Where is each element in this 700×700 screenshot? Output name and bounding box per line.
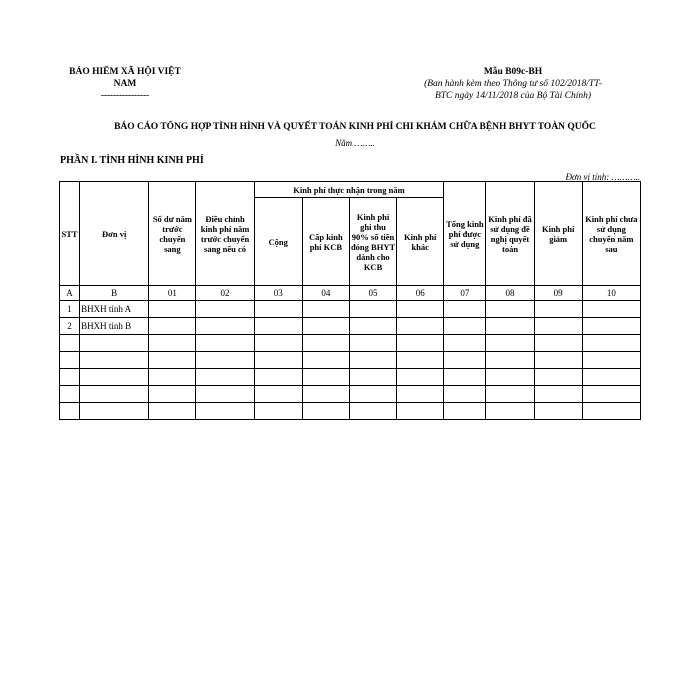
header-c07: Tổng kinh phí được sử dụng	[444, 182, 486, 286]
value-cell	[302, 403, 349, 420]
row-unit-name	[80, 335, 149, 352]
row-unit-name: BHXH tỉnh B	[80, 318, 149, 335]
row-stt: 1	[60, 301, 80, 318]
value-cell	[486, 386, 534, 403]
value-cell	[582, 403, 640, 420]
value-cell	[397, 403, 444, 420]
code-cell: 10	[582, 286, 640, 301]
header-c02: Điều chỉnh kinh phí năm trước chuyển sang nếu có	[196, 182, 254, 286]
value-cell	[582, 386, 640, 403]
code-cell: 03	[254, 286, 302, 301]
code-cell: A	[60, 286, 80, 301]
form-note-line-1: (Ban hành kèm theo Thông tư số 102/2018/TT-	[424, 79, 602, 89]
value-cell	[444, 386, 486, 403]
agency-line-2: NAM	[113, 79, 137, 89]
value-cell	[254, 369, 302, 386]
value-cell	[582, 318, 640, 335]
value-cell	[534, 403, 582, 420]
value-cell	[486, 301, 534, 318]
value-cell	[534, 301, 582, 318]
code-cell: B	[80, 286, 149, 301]
value-cell	[254, 403, 302, 420]
value-cell	[302, 335, 349, 352]
value-cell	[349, 369, 396, 386]
value-cell	[397, 335, 444, 352]
table-row	[60, 352, 641, 369]
header-stt: STT	[60, 182, 80, 286]
value-cell	[444, 352, 486, 369]
value-cell	[302, 352, 349, 369]
table-row	[60, 403, 641, 420]
agency-name	[62, 66, 188, 100]
table-body	[60, 301, 641, 420]
value-cell	[397, 301, 444, 318]
value-cell	[582, 335, 640, 352]
value-cell	[149, 335, 196, 352]
row-stt	[60, 369, 80, 386]
value-cell	[302, 386, 349, 403]
value-cell	[582, 352, 640, 369]
table-row	[60, 301, 641, 318]
header-group-received: Kinh phí thực nhận trong năm	[254, 182, 444, 198]
value-cell	[149, 403, 196, 420]
value-cell	[254, 386, 302, 403]
form-note-line-2: BTC ngày 14/11/2018 của Bộ Tài Chính)	[434, 91, 592, 101]
value-cell	[149, 386, 196, 403]
value-cell	[149, 301, 196, 318]
header-unit: Đơn vị	[80, 182, 149, 286]
form-info	[398, 66, 628, 102]
value-cell	[486, 403, 534, 420]
code-cell: 09	[534, 286, 582, 301]
value-cell	[534, 318, 582, 335]
value-cell	[196, 369, 254, 386]
row-unit-name: BHXH tỉnh A	[80, 301, 149, 318]
value-cell	[196, 335, 254, 352]
value-cell	[486, 369, 534, 386]
header-c04: Cấp kinh phí KCB	[302, 198, 349, 286]
code-cell: 06	[397, 286, 444, 301]
code-cell: 01	[149, 286, 196, 301]
value-cell	[302, 369, 349, 386]
column-code-row	[60, 286, 641, 301]
row-stt	[60, 335, 80, 352]
value-cell	[196, 301, 254, 318]
value-cell	[302, 318, 349, 335]
value-cell	[397, 352, 444, 369]
row-stt: 2	[60, 318, 80, 335]
row-unit-name	[80, 403, 149, 420]
code-cell: 07	[444, 286, 486, 301]
code-cell: 08	[486, 286, 534, 301]
value-cell	[149, 352, 196, 369]
value-cell	[349, 403, 396, 420]
row-stt	[60, 403, 80, 420]
report-title: BÁO CÁO TỔNG HỢP TÌNH HÌNH VÀ QUYẾT TOÁN KINH PHÍ CHI KHÁM CHỮA BỆNH BHYT TOÀN QUỐC	[114, 122, 596, 132]
agency-divider: ----------------	[101, 90, 149, 100]
value-cell	[534, 386, 582, 403]
value-cell	[486, 352, 534, 369]
value-cell	[397, 369, 444, 386]
value-cell	[302, 301, 349, 318]
value-cell	[349, 301, 396, 318]
value-cell	[534, 352, 582, 369]
value-cell	[486, 335, 534, 352]
value-cell	[149, 318, 196, 335]
row-stt	[60, 386, 80, 403]
value-cell	[196, 352, 254, 369]
header-c10: Kinh phí chưa sử dụng chuyển năm sau	[582, 182, 640, 286]
value-cell	[254, 335, 302, 352]
row-unit-name	[80, 369, 149, 386]
value-cell	[196, 318, 254, 335]
table-row	[60, 335, 641, 352]
row-stt	[60, 352, 80, 369]
value-cell	[486, 318, 534, 335]
value-cell	[397, 386, 444, 403]
value-cell	[349, 318, 396, 335]
value-cell	[196, 403, 254, 420]
section-heading: PHẦN I. TÌNH HÌNH KINH PHÍ	[60, 155, 204, 166]
currency-unit: Đơn vị tính: ………..	[565, 172, 640, 182]
value-cell	[196, 386, 254, 403]
table-row	[60, 386, 641, 403]
value-cell	[582, 369, 640, 386]
value-cell	[254, 352, 302, 369]
code-cell: 05	[349, 286, 396, 301]
value-cell	[397, 318, 444, 335]
value-cell	[582, 301, 640, 318]
value-cell	[534, 335, 582, 352]
report-year: Năm ……..	[335, 138, 375, 148]
value-cell	[349, 335, 396, 352]
code-cell: 02	[196, 286, 254, 301]
value-cell	[534, 369, 582, 386]
header-c08: Kinh phí đã sử dụng đề nghị quyết toán	[486, 182, 534, 286]
table-row	[60, 318, 641, 335]
value-cell	[444, 301, 486, 318]
value-cell	[254, 318, 302, 335]
header-c06: Kinh phí khác	[397, 198, 444, 286]
row-unit-name	[80, 352, 149, 369]
value-cell	[149, 369, 196, 386]
value-cell	[444, 403, 486, 420]
funding-table	[59, 181, 641, 420]
value-cell	[444, 369, 486, 386]
value-cell	[444, 318, 486, 335]
value-cell	[349, 386, 396, 403]
table-row	[60, 369, 641, 386]
row-unit-name	[80, 386, 149, 403]
code-cell: 04	[302, 286, 349, 301]
header-c03: Cộng	[254, 198, 302, 286]
form-code: Mẫu B09c-BH	[483, 67, 543, 77]
value-cell	[254, 301, 302, 318]
agency-line-1: BẢO HIỂM XÃ HỘI VIỆT	[69, 67, 181, 77]
value-cell	[349, 352, 396, 369]
header-c05: Kinh phí ghi thu 90% số tiền đóng BHYT dành cho KCB	[349, 198, 396, 286]
value-cell	[444, 335, 486, 352]
header-c09: Kinh phí giảm	[534, 182, 582, 286]
header-c01: Số dư năm trước chuyển sang	[149, 182, 196, 286]
